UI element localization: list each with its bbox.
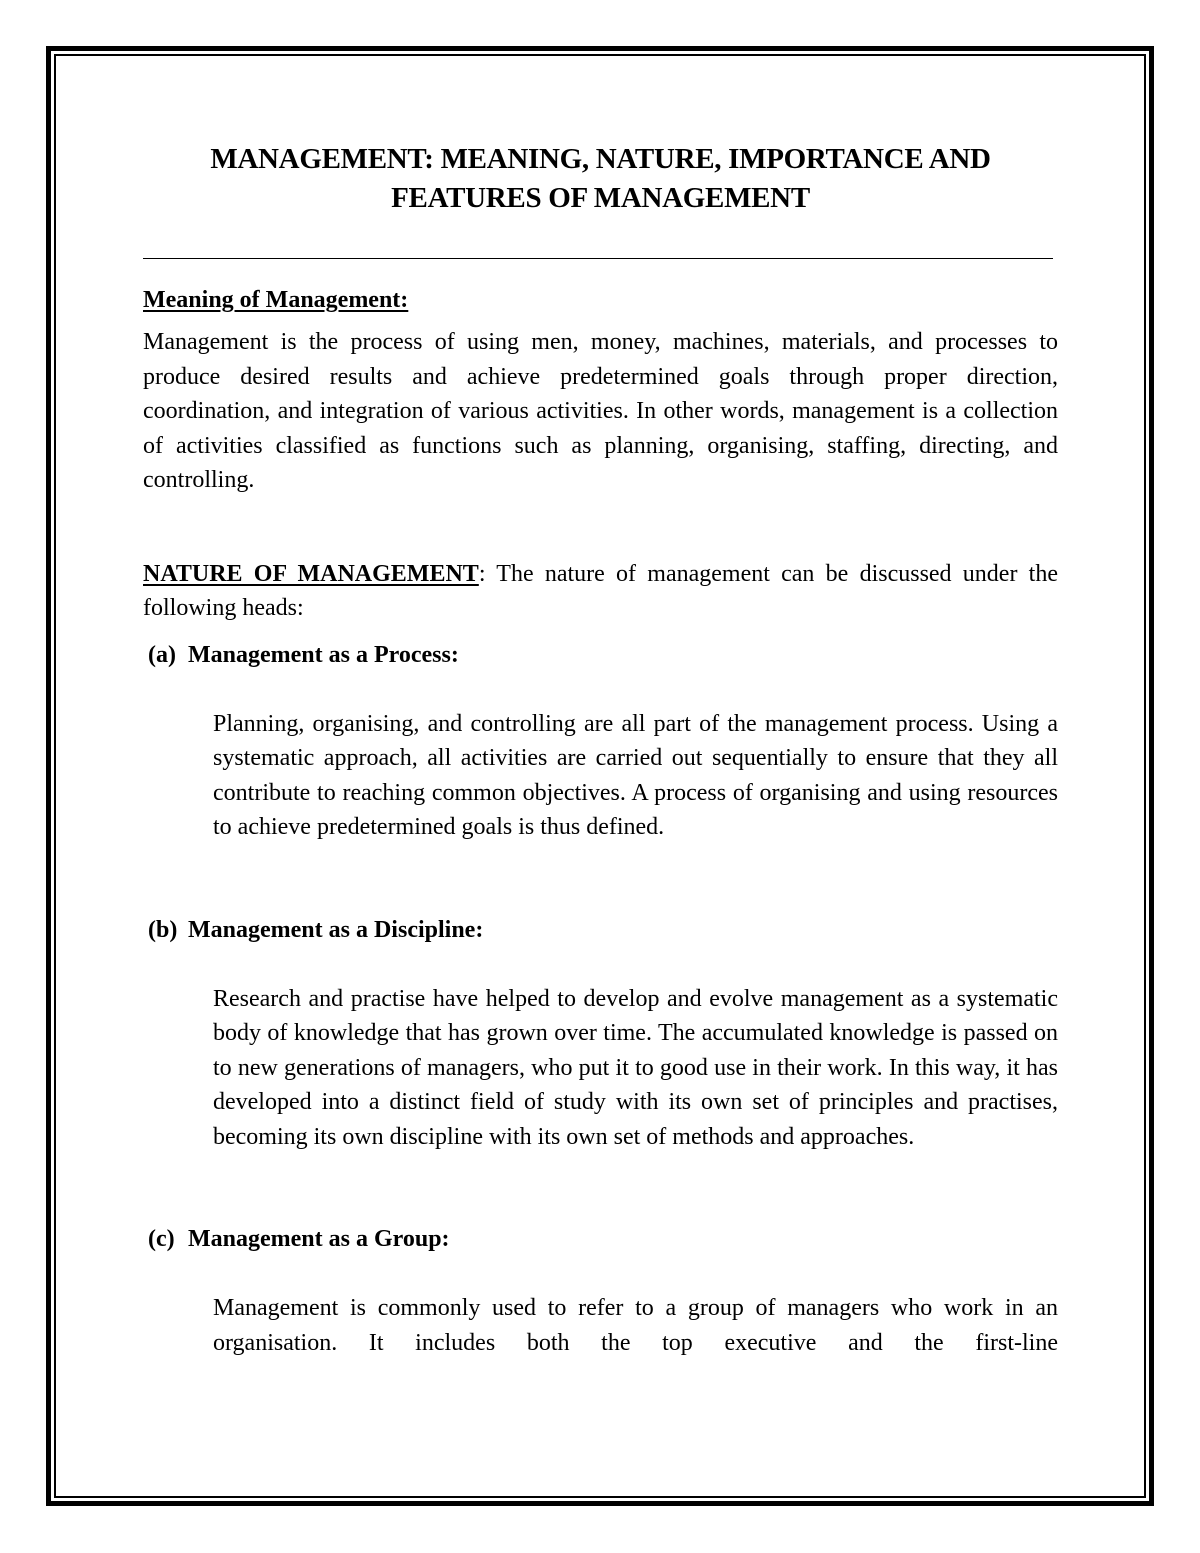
item-title: Management as a Process:: [188, 641, 459, 668]
item-letter: (c): [148, 1226, 175, 1252]
item-letter: (a): [148, 641, 176, 668]
nature-item-c: [143, 1222, 1058, 1360]
title-line-1: MANAGEMENT: MEANING, NATURE, IMPORTANCE AND: [210, 143, 991, 175]
item-paragraph: Planning, organising, and controlling are all part of the management process. Using a systematic approach, all activities are carried out sequentially to ensure that they all contribute to reaching common objectives. A process of organising and using resources to achieve predetermined goals is thus defined.: [213, 710, 1058, 840]
meaning-section: [143, 283, 1058, 317]
nature-heading: NATURE OF MANAGEMENT: [143, 560, 479, 587]
nature-section: [143, 557, 1058, 626]
item-paragraph: Management is commonly used to refer to a group of managers who work in an organisation. It includes both the top executive and the first-line: [213, 1295, 1058, 1356]
item-heading: [148, 1222, 1058, 1256]
nature-item-b: [143, 913, 1058, 1155]
item-title: Management as a Group:: [188, 1226, 450, 1252]
nature-intro: : The nature of management can be discussed under the following heads:: [143, 560, 1059, 621]
title-divider: [143, 258, 1053, 259]
document-page: [143, 140, 1058, 1360]
item-heading: [148, 913, 1058, 947]
title-line-2: FEATURES OF MANAGEMENT: [391, 182, 810, 214]
item-letter: (b): [148, 916, 178, 943]
item-heading: [148, 638, 1058, 672]
meaning-paragraph: Management is the process of using men, money, machines, materials, and processes to produce desired results and achieve predetermined goals through proper direction, coordination, and integration of various activities. In other words, management is a collection of activities classified as functions such as planning, organising, staffing, directing, and controlling.: [143, 329, 1058, 493]
meaning-heading: Meaning of Management:: [143, 287, 409, 313]
item-title: Management as a Discipline:: [188, 916, 484, 943]
nature-item-a: [143, 638, 1058, 845]
document-title: [143, 140, 1058, 218]
item-paragraph: Research and practise have helped to develop and evolve management as a systematic body of knowledge that has grown over time. The accumulated knowledge is passed on to new generations of managers, who put it to good use in their work. In this way, it has developed into a distinct field of study with its own set of principles and practises, becoming its own discipline with its own set of methods and approaches.: [213, 985, 1058, 1150]
